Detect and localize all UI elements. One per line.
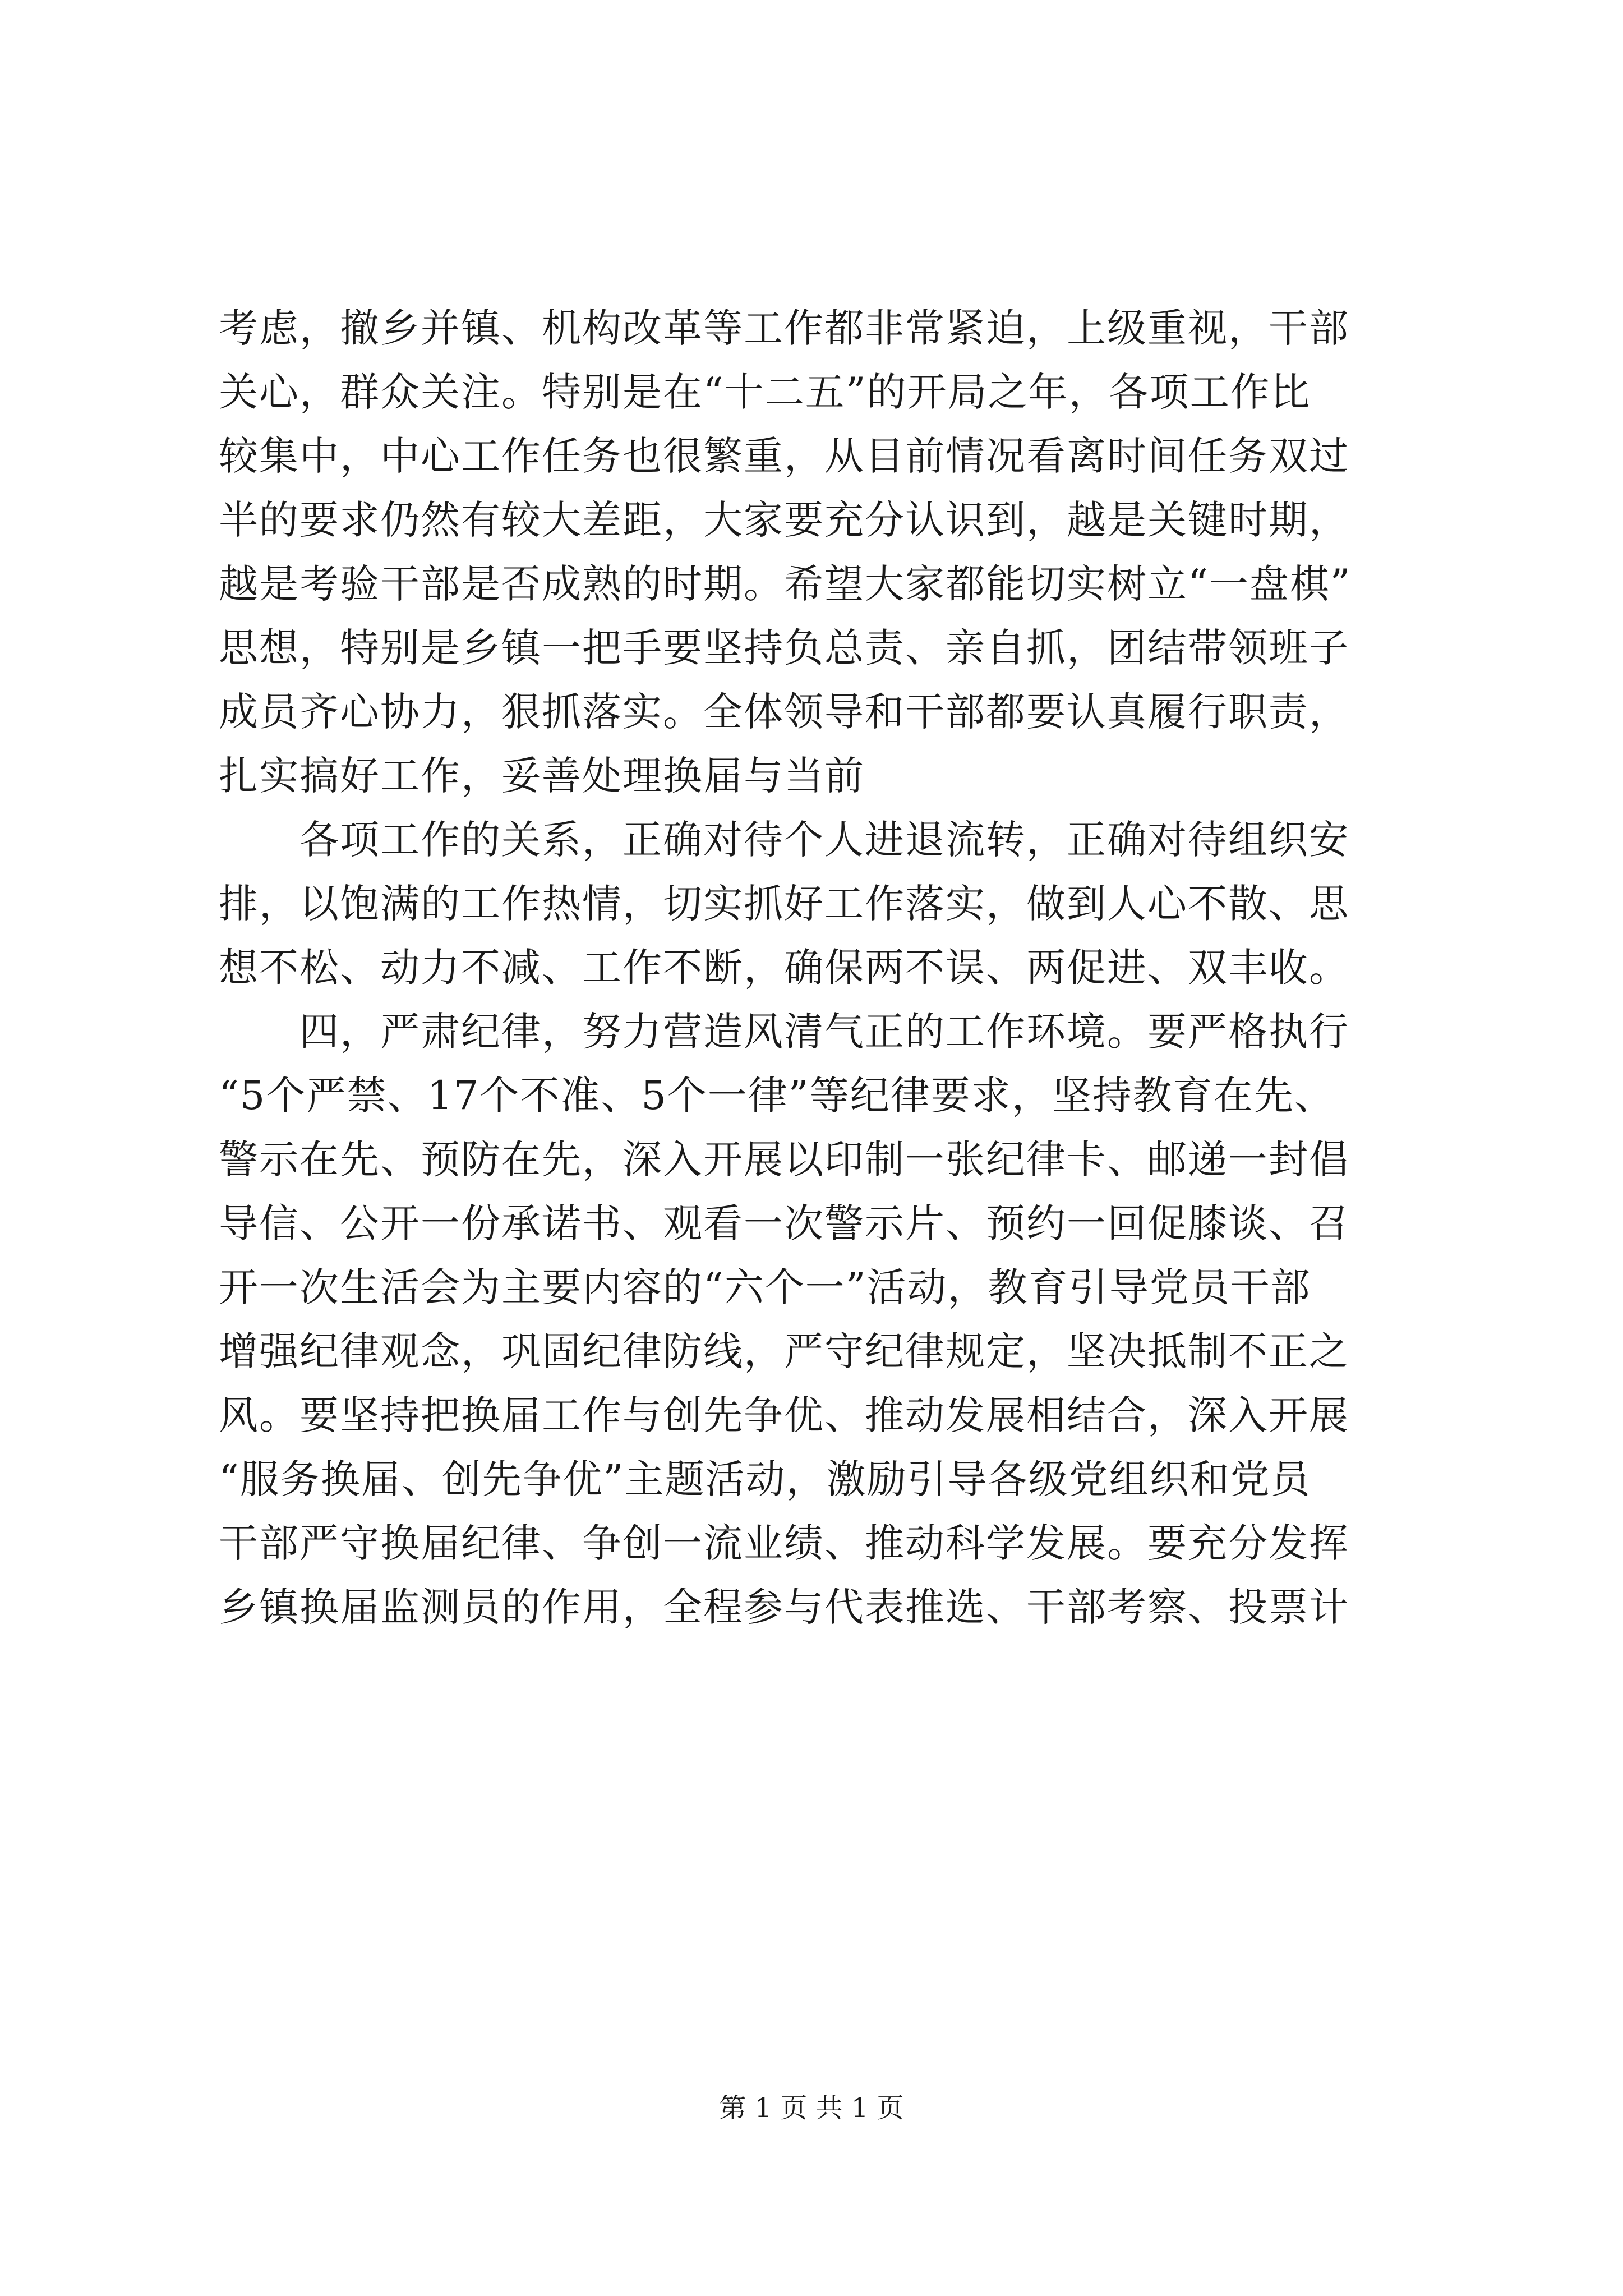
text-line: 考虑，撤乡并镇、机构改革等工作都非常紧迫，上级重视，干部 — [219, 305, 1349, 351]
document-body — [219, 296, 1419, 1639]
text-line: 导信、公开一份承诺书、观看一次警示片、预约一回促膝谈、召 — [219, 1200, 1349, 1246]
text-line: 风。要坚持把换届工作与创先争优、推动发展相结合，深入开展 — [219, 1392, 1349, 1438]
page-footer — [0, 2091, 1623, 2125]
text-line: 半的要求仍然有较大差距，大家要充分认识到，越是关键时期， — [219, 497, 1349, 543]
text-line: 关心，群众关注。特别是在“十二五”的开局之年，各项工作比 — [219, 369, 1311, 415]
text-line: 干部严守换届纪律、争创一流业绩、推动科学发展。要充分发挥 — [219, 1520, 1349, 1566]
text-line: 成员齐心协力，狠抓落实。全体领导和干部都要认真履行职责， — [219, 689, 1349, 735]
text-line: 四，严肃纪律，努力营造风清气正的工作环境。要严格执行 — [219, 1009, 1349, 1055]
text-line: 开一次生活会为主要内容的“六个一”活动，教育引导党员干部 — [219, 1264, 1311, 1310]
text-line: “服务换届、创先争优”主题活动，激励引导各级党组织和党员 — [219, 1456, 1311, 1502]
text-line: 越是考验干部是否成熟的时期。希望大家都能切实树立“一盘棋” — [219, 561, 1352, 607]
text-line: 各项工作的关系，正确对待个人进退流转，正确对待组织安 — [219, 817, 1349, 863]
text-line: “5个严禁、17个不准、5个一律”等纪律要求，坚持教育在先、 — [219, 1073, 1335, 1119]
text-line: 排，以饱满的工作热情，切实抓好工作落实，做到人心不散、思 — [219, 881, 1349, 927]
text-line: 乡镇换届监测员的作用，全程参与代表推选、干部考察、投票计 — [219, 1584, 1349, 1630]
text-line: 扎实搞好工作，妥善处理换届与当前 — [219, 753, 865, 799]
text-line: 思想，特别是乡镇一把手要坚持负总责、亲自抓，团结带领班子 — [219, 625, 1349, 671]
text-line: 增强纪律观念，巩固纪律防线，严守纪律规定，坚决抵制不正之 — [219, 1328, 1349, 1374]
page-number-label: 第 1 页 共 1 页 — [719, 2092, 904, 2124]
text-line: 警示在先、预防在先，深入开展以印制一张纪律卡、邮递一封倡 — [219, 1137, 1349, 1182]
text-line: 较集中，中心工作任务也很繁重，从目前情况看离时间任务双过 — [219, 433, 1349, 479]
text-line: 想不松、动力不减、工作不断，确保两不误、两促进、双丰收。 — [219, 945, 1349, 991]
